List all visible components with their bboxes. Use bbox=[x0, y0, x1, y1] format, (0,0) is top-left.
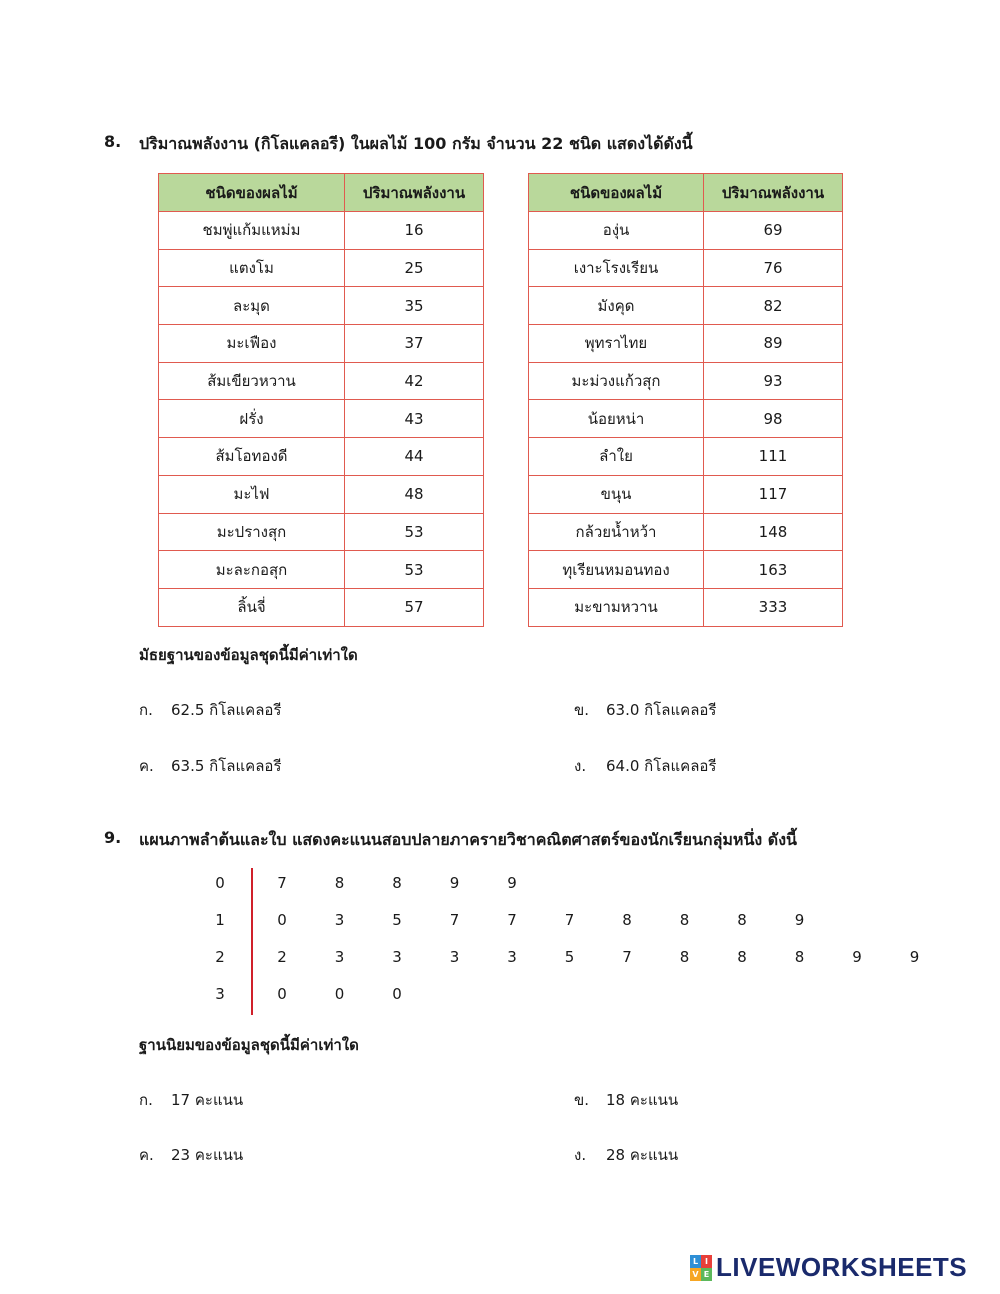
q9-title: แผนภาพลำต้นและใบ แสดงคะแนนสอบปลายภาครายวิชาคณิตศาสตร์ของนักเรียนกลุ่มหนึ่ง ดังนี้ bbox=[139, 830, 797, 849]
leaf-value: 0 bbox=[277, 911, 287, 929]
leaf-value: 8 bbox=[622, 911, 632, 929]
choice-label: ก. bbox=[139, 701, 153, 719]
energy-value-cell: 42 bbox=[345, 362, 484, 400]
q9-prompt: ฐานนิยมของข้อมูลชุดนี้มีค่าเท่าใด bbox=[139, 1036, 359, 1054]
choice-label: ก. bbox=[139, 1091, 153, 1109]
energy-value-cell: 93 bbox=[704, 362, 843, 400]
fruit-name-cell: ขนุน bbox=[529, 475, 704, 513]
table-row bbox=[159, 513, 484, 551]
fruit-name-cell: มะเฟือง bbox=[159, 325, 345, 363]
table-row bbox=[159, 475, 484, 513]
q9-choice-d[interactable] bbox=[574, 1143, 678, 1167]
choice-text: 63.0 กิโลแคลอรี bbox=[606, 701, 717, 719]
table-row bbox=[529, 438, 843, 476]
leaf-value: 7 bbox=[622, 948, 632, 966]
fruit-name-cell: ลิ้นจี่ bbox=[159, 588, 345, 626]
table-row bbox=[159, 400, 484, 438]
q8-choice-a[interactable] bbox=[139, 698, 281, 722]
q9-choice-b[interactable] bbox=[574, 1088, 678, 1112]
leaf-value: 5 bbox=[392, 911, 402, 929]
leaf-value: 9 bbox=[794, 911, 805, 929]
leaf-value: 3 bbox=[392, 948, 402, 966]
choice-label: ค. bbox=[139, 1146, 154, 1164]
q8-choice-d[interactable] bbox=[574, 754, 716, 778]
q9-number: 9. bbox=[104, 828, 122, 847]
choice-text: 17 คะแนน bbox=[171, 1091, 244, 1109]
leaf-value: 8 bbox=[737, 948, 747, 966]
q8-title: ปริมาณพลังงาน (กิโลแคลอรี) ในผลไม้ 100 กรัม จำนวน 22 ชนิด แสดงได้ดังนี้ bbox=[139, 134, 693, 153]
fruit-name-cell: กล้วยน้ำหว้า bbox=[529, 513, 704, 551]
choice-text: 63.5 กิโลแคลอรี bbox=[171, 757, 282, 775]
energy-value-cell: 57 bbox=[345, 588, 484, 626]
leaf-value: 3 bbox=[507, 948, 517, 966]
fruit-name-cell: ทุเรียนหมอนทอง bbox=[529, 551, 704, 589]
live-badge-icon: L I V E bbox=[690, 1255, 712, 1281]
fruit-name-cell: มะละกอสุก bbox=[159, 551, 345, 589]
table-row bbox=[529, 325, 843, 363]
fruit-name-cell: มะไฟ bbox=[159, 475, 345, 513]
fruit-name-cell: มังคุด bbox=[529, 287, 704, 325]
q8-choice-c[interactable] bbox=[139, 754, 281, 778]
leaf-value: 0 bbox=[392, 985, 402, 1003]
energy-value-cell: 53 bbox=[345, 513, 484, 551]
q9-choice-a[interactable] bbox=[139, 1088, 243, 1112]
table-row bbox=[529, 400, 843, 438]
table-row bbox=[529, 588, 843, 626]
energy-value-cell: 82 bbox=[704, 287, 843, 325]
table-row bbox=[529, 513, 843, 551]
leaf-value: 8 bbox=[679, 911, 690, 929]
leaf-value: 9 bbox=[449, 874, 460, 892]
stem-value: 2 bbox=[215, 948, 225, 966]
liveworksheets-logo bbox=[690, 1252, 967, 1283]
q8-number: 8. bbox=[104, 132, 122, 151]
leaf-value: 7 bbox=[564, 911, 575, 929]
table-header: ปริมาณพลังงาน bbox=[704, 174, 843, 212]
leaf-value: 7 bbox=[449, 911, 460, 929]
energy-value-cell: 48 bbox=[345, 475, 484, 513]
table-row bbox=[529, 475, 843, 513]
choice-label: ง. bbox=[574, 757, 587, 775]
logo-text: LIVEWORKSHEETS bbox=[716, 1252, 968, 1282]
stem-value: 1 bbox=[215, 911, 225, 929]
stem-value: 3 bbox=[215, 985, 225, 1003]
fruit-name-cell: ละมุด bbox=[159, 287, 345, 325]
fruit-name-cell: พุทราไทย bbox=[529, 325, 704, 363]
choice-text: 64.0 กิโลแคลอรี bbox=[606, 757, 717, 775]
fruit-name-cell: ส้มโอทองดี bbox=[159, 438, 345, 476]
stem-divider-line bbox=[251, 868, 253, 1015]
energy-value-cell: 69 bbox=[704, 212, 843, 250]
energy-value-cell: 148 bbox=[704, 513, 843, 551]
table-row bbox=[159, 212, 484, 250]
table-row bbox=[159, 287, 484, 325]
fruit-name-cell: ลำใย bbox=[529, 438, 704, 476]
energy-value-cell: 16 bbox=[345, 212, 484, 250]
choice-label: ค. bbox=[139, 757, 154, 775]
choice-text: 18 คะแนน bbox=[606, 1091, 679, 1109]
choice-label: ง. bbox=[574, 1146, 587, 1164]
fruit-name-cell: มะขามหวาน bbox=[529, 588, 704, 626]
leaf-value: 8 bbox=[737, 911, 747, 929]
q9-choice-c[interactable] bbox=[139, 1143, 243, 1167]
table-row bbox=[159, 438, 484, 476]
leaf-value: 9 bbox=[909, 948, 920, 966]
leaf-value: 7 bbox=[277, 874, 287, 892]
fruit-name-cell: น้อยหน่า bbox=[529, 400, 704, 438]
leaf-value: 8 bbox=[679, 948, 690, 966]
table-row bbox=[159, 588, 484, 626]
leaf-value: 2 bbox=[277, 948, 287, 966]
fruit-name-cell: ชมพู่แก้มแหม่ม bbox=[159, 212, 345, 250]
fruit-table-right bbox=[528, 173, 843, 627]
leaf-value: 8 bbox=[794, 948, 805, 966]
leaf-value: 8 bbox=[334, 874, 345, 892]
fruit-name-cell: องุ่น bbox=[529, 212, 704, 250]
table-header: ชนิดของผลไม้ bbox=[159, 174, 345, 212]
q8-choice-b[interactable] bbox=[574, 698, 716, 722]
choice-label: ข. bbox=[574, 701, 590, 719]
energy-value-cell: 37 bbox=[345, 325, 484, 363]
energy-value-cell: 89 bbox=[704, 325, 843, 363]
choice-text: 28 คะแนน bbox=[606, 1146, 679, 1164]
energy-value-cell: 44 bbox=[345, 438, 484, 476]
stem-value: 0 bbox=[215, 874, 225, 892]
table-row bbox=[159, 325, 484, 363]
leaf-value: 9 bbox=[852, 948, 862, 966]
energy-value-cell: 117 bbox=[704, 475, 843, 513]
table-row bbox=[529, 551, 843, 589]
table-row bbox=[529, 362, 843, 400]
choice-text: 62.5 กิโลแคลอรี bbox=[171, 701, 282, 719]
table-row bbox=[529, 287, 843, 325]
energy-value-cell: 43 bbox=[345, 400, 484, 438]
leaf-value: 3 bbox=[334, 911, 345, 929]
choice-label: ข. bbox=[574, 1091, 590, 1109]
table-header: ชนิดของผลไม้ bbox=[529, 174, 704, 212]
leaf-value: 0 bbox=[277, 985, 287, 1003]
fruit-name-cell: ฝรั่ง bbox=[159, 400, 345, 438]
energy-value-cell: 98 bbox=[704, 400, 843, 438]
leaf-value: 7 bbox=[507, 911, 517, 929]
table-row bbox=[159, 551, 484, 589]
choice-text: 23 คะแนน bbox=[171, 1146, 244, 1164]
energy-value-cell: 76 bbox=[704, 249, 843, 287]
table-row bbox=[529, 249, 843, 287]
fruit-name-cell: แตงโม bbox=[159, 249, 345, 287]
leaf-value: 0 bbox=[334, 985, 345, 1003]
fruit-table-left bbox=[158, 173, 484, 627]
leaf-value: 5 bbox=[564, 948, 575, 966]
energy-value-cell: 53 bbox=[345, 551, 484, 589]
table-row bbox=[529, 212, 843, 250]
leaf-value: 3 bbox=[449, 948, 460, 966]
fruit-name-cell: มะปรางสุก bbox=[159, 513, 345, 551]
energy-value-cell: 163 bbox=[704, 551, 843, 589]
leaf-value: 9 bbox=[507, 874, 517, 892]
fruit-name-cell: เงาะโรงเรียน bbox=[529, 249, 704, 287]
fruit-name-cell: มะม่วงแก้วสุก bbox=[529, 362, 704, 400]
leaf-value: 8 bbox=[392, 874, 402, 892]
q8-prompt: มัธยฐานของข้อมูลชุดนี้มีค่าเท่าใด bbox=[139, 646, 358, 664]
energy-value-cell: 25 bbox=[345, 249, 484, 287]
table-row bbox=[159, 249, 484, 287]
fruit-name-cell: ส้มเขียวหวาน bbox=[159, 362, 345, 400]
energy-value-cell: 111 bbox=[704, 438, 843, 476]
energy-value-cell: 333 bbox=[704, 588, 843, 626]
leaf-value: 3 bbox=[334, 948, 345, 966]
energy-value-cell: 35 bbox=[345, 287, 484, 325]
table-row bbox=[159, 362, 484, 400]
table-header: ปริมาณพลังงาน bbox=[345, 174, 484, 212]
